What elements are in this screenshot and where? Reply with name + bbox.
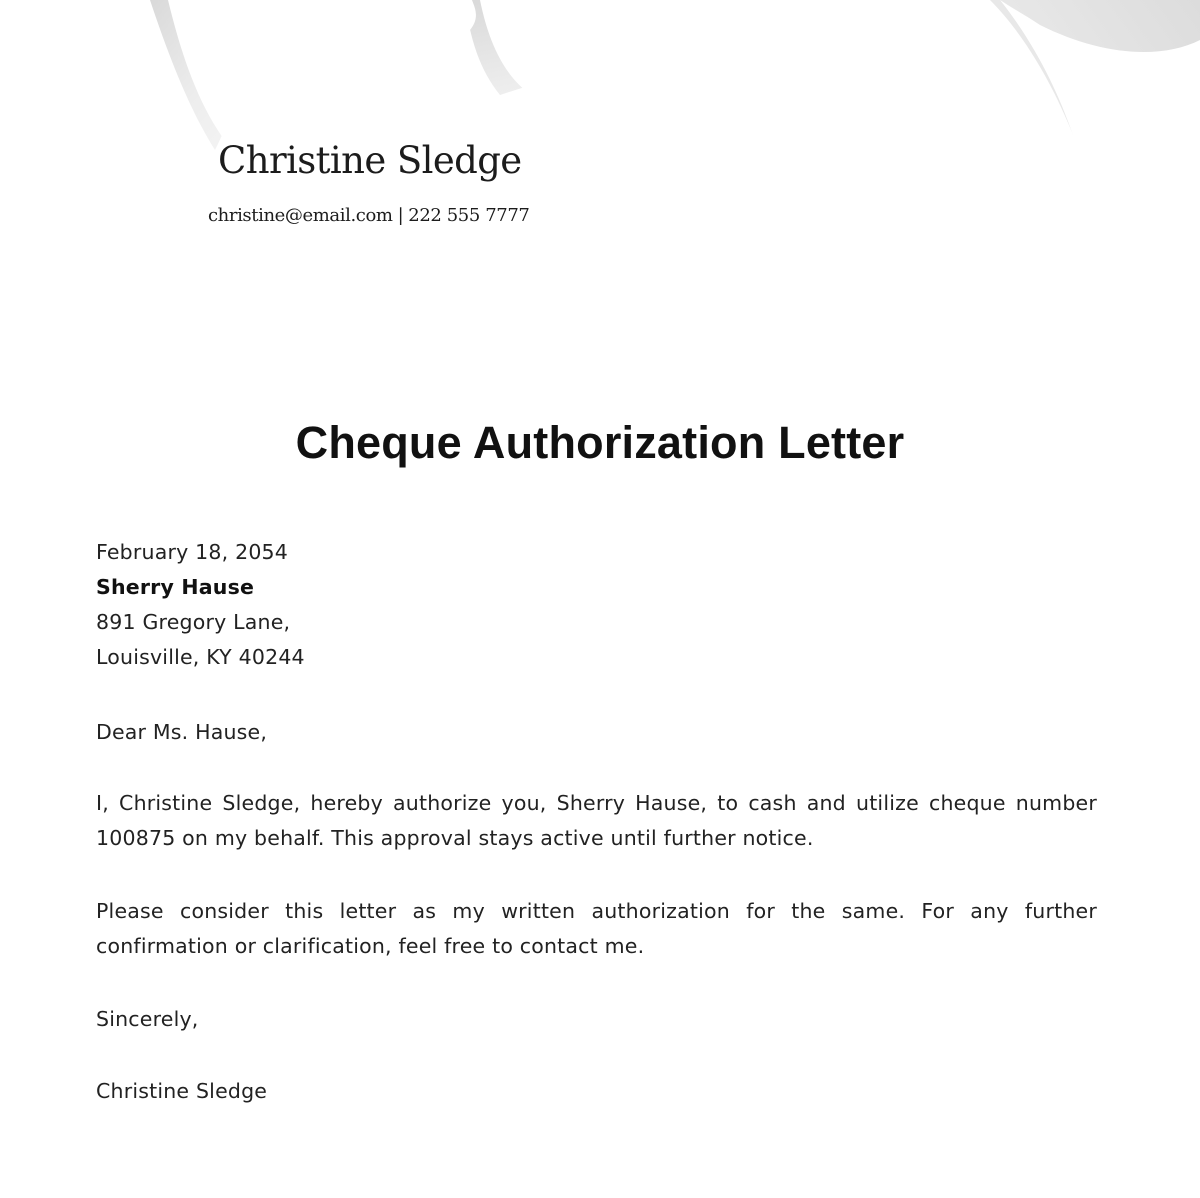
- salutation-text: Dear Ms. Hause,: [96, 720, 268, 744]
- recipient-name: Sherry Hause: [96, 575, 255, 599]
- sender-phone: 222 555 7777: [408, 205, 530, 226]
- letter-date: February 18, 2054: [96, 540, 289, 564]
- sender-email: christine@email.com: [208, 205, 393, 226]
- paragraph-2-text: Please consider this letter as my written authorization for the same. For any further confirmation or clarification, feel free to contact me.: [96, 899, 1097, 958]
- header-wave-background: [0, 0, 1200, 290]
- signature: [96, 1074, 1097, 1109]
- wave-shape-lower: [240, 101, 1080, 290]
- recipient-address-line2: Louisville, KY 40244: [96, 645, 305, 669]
- paragraph-1: [96, 786, 1097, 856]
- sender-contact: [208, 203, 529, 229]
- paragraph-2: [96, 894, 1097, 964]
- wave-shape-center: [480, 0, 985, 100]
- recipient-block: [96, 535, 1097, 675]
- document-title: Cheque Authorization Letter: [295, 417, 905, 468]
- recipient-address-line1: 891 Gregory Lane,: [96, 610, 291, 634]
- sender-name: Christine Sledge: [218, 139, 522, 182]
- closing-text: Sincerely,: [96, 1007, 199, 1031]
- closing: [96, 1002, 1097, 1037]
- signature-name: Christine Sledge: [96, 1079, 268, 1103]
- contact-separator: |: [397, 205, 404, 226]
- paragraph-1-text: I, Christine Sledge, hereby authorize you, Sherry Hause, to cash and utilize cheque number 100875 on my behalf. This approval stays active until further notice.: [96, 791, 1097, 850]
- salutation: [96, 715, 1097, 750]
